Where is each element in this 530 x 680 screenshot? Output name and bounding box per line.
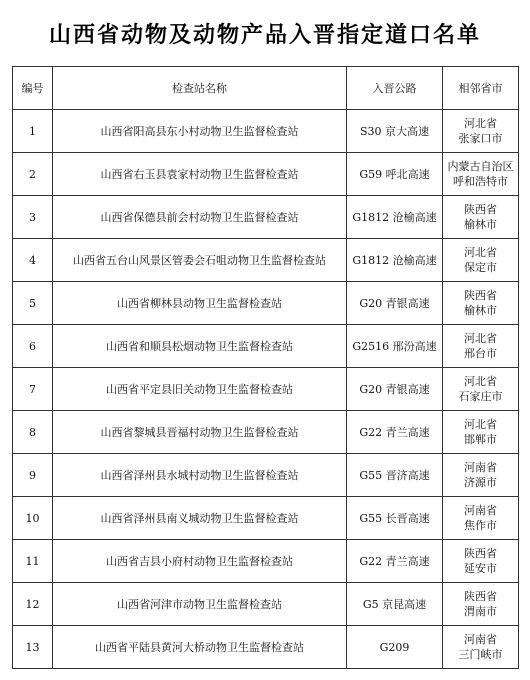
adjacent-region-line: 陕西省: [464, 203, 497, 216]
adjacent-region-line: 陕西省: [464, 547, 497, 560]
adjacent-region: [443, 497, 519, 540]
document-title: 山西省动物及动物产品入晋指定道口名单: [48, 23, 481, 48]
adjacent-region-line: 河北省: [464, 375, 497, 388]
row-number: 11: [13, 540, 53, 583]
row-number: 3: [13, 196, 53, 239]
table-row: [13, 368, 519, 411]
table-row: [13, 196, 519, 239]
entry-road: G59 呼北高速: [347, 153, 443, 196]
row-number: 4: [13, 239, 53, 282]
adjacent-region: [443, 153, 519, 196]
adjacent-region-line: 呼和浩特市: [453, 175, 508, 188]
row-number: 8: [13, 411, 53, 454]
adjacent-region-line: 榆林市: [464, 218, 497, 231]
entry-road: G55 晋济高速: [347, 454, 443, 497]
table-row: [13, 153, 519, 196]
station-name: 山西省黎城县晋福村动物卫生监督检查站: [53, 411, 347, 454]
adjacent-region-line: 河南省: [464, 461, 497, 474]
adjacent-region-line: 三门峡市: [458, 648, 503, 661]
row-number: 10: [13, 497, 53, 540]
adjacent-region: [443, 626, 519, 669]
entry-road: G22 青兰高速: [347, 540, 443, 583]
entry-road: G209: [347, 626, 443, 669]
adjacent-region-line: 河北省: [464, 117, 497, 130]
entry-road: G20 青银高速: [347, 282, 443, 325]
adjacent-region-line: 河南省: [464, 633, 497, 646]
row-number: 5: [13, 282, 53, 325]
entry-road: G20 青银高速: [347, 368, 443, 411]
entry-road: G2516 邢汾高速: [347, 325, 443, 368]
adjacent-region: [443, 368, 519, 411]
table-row: [13, 110, 519, 153]
adjacent-region-line: 邯郸市: [464, 433, 497, 446]
table-row: [13, 540, 519, 583]
adjacent-region-line: 榆林市: [464, 304, 497, 317]
checkpoint-table: [12, 66, 519, 669]
table-row: [13, 497, 519, 540]
adjacent-region: [443, 411, 519, 454]
adjacent-region-line: 保定市: [464, 261, 497, 274]
adjacent-region: [443, 540, 519, 583]
table-row: [13, 411, 519, 454]
row-number: 1: [13, 110, 53, 153]
entry-road: G22 青兰高速: [347, 411, 443, 454]
entry-road: G5 京昆高速: [347, 583, 443, 626]
adjacent-region-line: 河北省: [464, 418, 497, 431]
adjacent-region-line: 济源市: [464, 476, 497, 489]
row-number: 12: [13, 583, 53, 626]
table-row: [13, 325, 519, 368]
adjacent-region-line: 张家口市: [458, 132, 503, 145]
entry-road: G1812 沧榆高速: [347, 196, 443, 239]
table-row: [13, 583, 519, 626]
station-name: 山西省平陆县黄河大桥动物卫生监督检查站: [53, 626, 347, 669]
header-road: 入晋公路: [347, 67, 443, 110]
table-row: [13, 239, 519, 282]
row-number: 9: [13, 454, 53, 497]
adjacent-region: [443, 282, 519, 325]
adjacent-region-line: 陕西省: [464, 590, 497, 603]
table-body: [13, 110, 519, 669]
row-number: 6: [13, 325, 53, 368]
row-number: 7: [13, 368, 53, 411]
station-name: 山西省吉县小府村动物卫生监督检查站: [53, 540, 347, 583]
adjacent-region-line: 石家庄市: [458, 390, 503, 403]
adjacent-region: [443, 454, 519, 497]
table-row: [13, 626, 519, 669]
adjacent-region-line: 内蒙古自治区: [447, 160, 514, 173]
table-header-row: [13, 67, 519, 110]
station-name: 山西省河津市动物卫生监督检查站: [53, 583, 347, 626]
adjacent-region-line: 邢台市: [464, 347, 497, 360]
adjacent-region-line: 河北省: [464, 246, 497, 259]
header-adjacent: 相邻省市: [443, 67, 519, 110]
adjacent-region-line: 延安市: [464, 562, 497, 575]
row-number: 2: [13, 153, 53, 196]
adjacent-region: [443, 110, 519, 153]
adjacent-region-line: 渭南市: [464, 605, 497, 618]
table-row: [13, 282, 519, 325]
station-name: 山西省右玉县袁家村动物卫生监督检查站: [53, 153, 347, 196]
station-name: 山西省平定县旧关动物卫生监督检查站: [53, 368, 347, 411]
entry-road: G55 长晋高速: [347, 497, 443, 540]
adjacent-region: [443, 583, 519, 626]
adjacent-region: [443, 325, 519, 368]
station-name: 山西省柳林县动物卫生监督检查站: [53, 282, 347, 325]
adjacent-region: [443, 239, 519, 282]
entry-road: S30 京大高速: [347, 110, 443, 153]
header-station: 检查站名称: [53, 67, 347, 110]
adjacent-region: [443, 196, 519, 239]
station-name: 山西省和顺县松烟动物卫生监督检查站: [53, 325, 347, 368]
station-name: 山西省泽州县水城村动物卫生监督检查站: [53, 454, 347, 497]
adjacent-region-line: 焦作市: [464, 519, 497, 532]
header-no: 编号: [13, 67, 53, 110]
station-name: 山西省阳高县东小村动物卫生监督检查站: [53, 110, 347, 153]
station-name: 山西省保德县前会村动物卫生监督检查站: [53, 196, 347, 239]
table-row: [13, 454, 519, 497]
row-number: 13: [13, 626, 53, 669]
station-name: 山西省泽州县南义城动物卫生监督检查站: [53, 497, 347, 540]
adjacent-region-line: 河南省: [464, 504, 497, 517]
adjacent-region-line: 河北省: [464, 332, 497, 345]
adjacent-region-line: 陕西省: [464, 289, 497, 302]
entry-road: G1812 沧榆高速: [347, 239, 443, 282]
station-name: 山西省五台山风景区管委会石咀动物卫生监督检查站: [53, 239, 347, 282]
